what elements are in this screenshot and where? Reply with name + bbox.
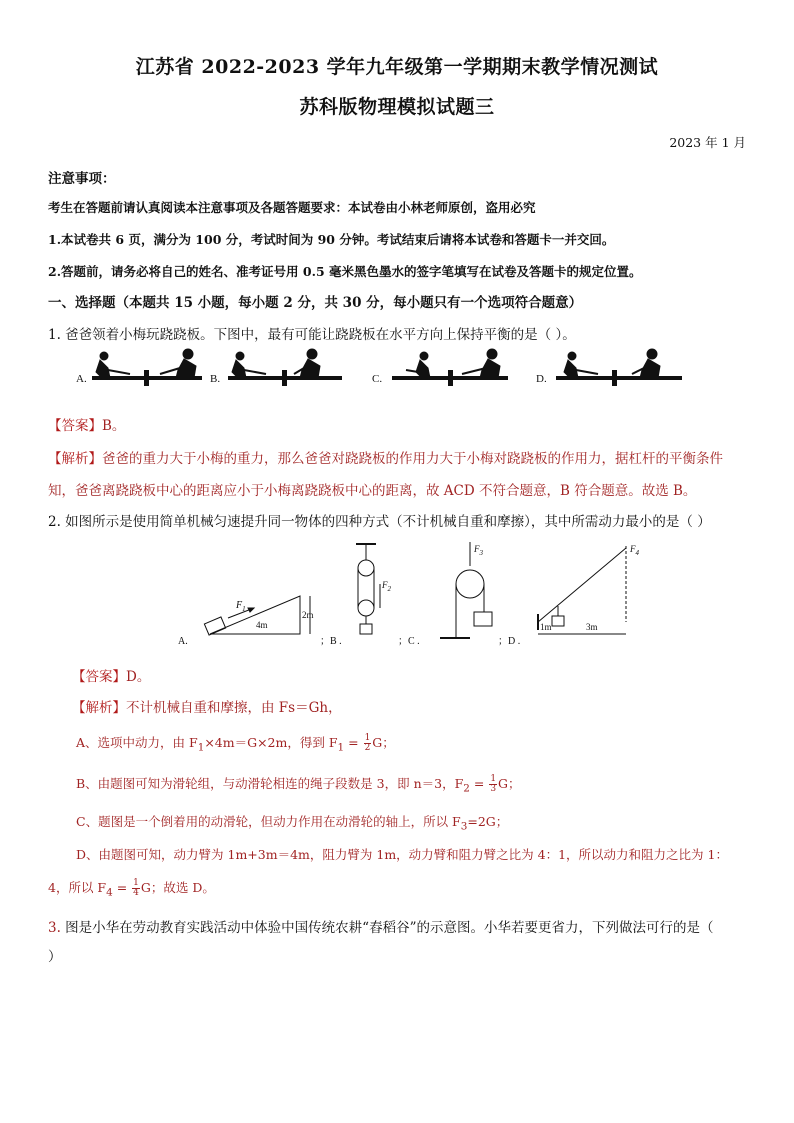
section-heading: 一、选择题（本题共 15 小题，每小题 2 分，共 30 分，每小题只有一个选项符合题意）: [48, 295, 583, 311]
length-1m: 1m: [540, 622, 552, 632]
seesaw-b: [228, 349, 342, 386]
fig-label-d: ；D .: [498, 636, 521, 647]
question-2-figures: [170, 538, 670, 654]
answer-value: D。: [126, 669, 151, 685]
question-2-answer: [72, 665, 150, 685]
question-3-text-line-2: ）: [48, 949, 62, 965]
length-4m: 4m: [256, 620, 268, 630]
seesaw-options-figure: [60, 348, 700, 408]
question-1-answer: [48, 414, 125, 434]
analysis-option-d-line-2: 4，所以 $F_4$ = $\frac{1}{4}$ G；故选 D。: [48, 878, 215, 899]
analysis-option-c: C、题图是一个倒着用的动滑轮，但动力作用在动滑轮的轴上，所以 $F_3=2G$；: [76, 814, 509, 833]
analysis-text: 不计机械自重和摩擦，由 Fs＝Gh，: [126, 700, 342, 716]
force-f1-sub: 1: [242, 605, 246, 613]
question-1-analysis-line-2: 知，爸爸离跷跷板中心的距离应小于小梅离跷跷板中心的距离，故 ACD 不符合题意，B 符合题意。故选 B。: [48, 483, 697, 499]
analysis-text: 爸爸的重力大于小梅的重力，那么爸爸对跷跷板的作用力大于小梅对跷跷板的作用力，据杠杆的平衡条件: [102, 451, 723, 467]
force-f4: F: [630, 544, 636, 554]
svg-text:F1: [235, 600, 246, 613]
seesaw-d: [556, 349, 682, 386]
lever-diagram: [538, 546, 626, 634]
force-f4-sub: 4: [635, 549, 639, 557]
seesaw-c: [392, 349, 508, 386]
question-3-text-line-1: 3. 图是小华在劳动教育实践活动中体验中国传统农耕“舂稻谷”的示意图。小华若要更省力，下列做法可行的是（: [48, 920, 714, 936]
force-f2-sub: 2: [387, 585, 391, 593]
page-subtitle: 苏科版物理模拟试题三: [299, 96, 495, 118]
option-b-label: B.: [210, 373, 221, 385]
answer-tag: 【答案】: [48, 418, 102, 434]
length-3m: 3m: [586, 622, 598, 632]
option-c-label: C.: [372, 373, 383, 385]
question-2-text: 2. 如图所示是使用简单机械匀速提升同一物体的四种方式（不计机械自重和摩擦），其中所需动力最小的是（ ）: [48, 514, 711, 530]
question-1-text: 1. 爸爸领着小梅玩跷跷板。下图中，最有可能让跷跷板在水平方向上保持平衡的是（ ）。: [48, 327, 576, 343]
fig-label-b: ；B .: [320, 636, 342, 647]
answer-value: B。: [102, 418, 126, 434]
svg-text:F3: [473, 544, 484, 557]
notice-line-3: 2.答题前，请务必将自己的姓名、准考证号用 0.5 毫米黑色墨水的签字笔填写在试卷及答题卡的规定位置。: [48, 264, 642, 279]
option-d-label: D.: [536, 373, 547, 385]
length-2m: 2m: [302, 610, 314, 620]
fig-label-c: ；C .: [398, 636, 420, 647]
analysis-option-b: B、由题图可知为滑轮组，与动滑轮相连的绳子段数是 3，即 n＝3，$F_2$ = $\frac{1}{3}$ G；: [76, 774, 521, 795]
svg-text:F2: [381, 580, 392, 593]
force-f1: F: [236, 600, 243, 611]
inverted-pulley-diagram: [440, 542, 492, 638]
question-1-analysis-line-1: [48, 447, 723, 467]
option-a-label: A.: [76, 373, 87, 385]
answer-tag: 【答案】: [72, 669, 126, 685]
svg-text:F4: [629, 544, 640, 557]
notice-line-2: 1.本试卷共 6 页，满分为 100 分，考试时间为 90 分钟。考试结束后请将本试卷和答题卡一并交回。: [48, 232, 615, 247]
question-3-number: 3.: [48, 920, 61, 936]
notice-line-1: 考生在答题前请认真阅读本注意事项及各题答题要求：本试卷由小林老师原创，盗用必究: [48, 200, 536, 215]
force-f3-sub: 3: [479, 549, 483, 557]
analysis-tag: 【解析】: [48, 451, 102, 467]
notice-heading: 注意事项：: [48, 171, 116, 187]
pulley-block-diagram: [356, 544, 380, 634]
fig-label-a: A.: [178, 636, 188, 647]
simple-machines-figure: [170, 538, 670, 654]
analysis-option-d-line-1: D、由题图可知，动力臂为 1m+3m＝4m，阻力臂为 1m，动力臂和阻力臂之比为 4：1，所以动力和阻力之比为 1：: [76, 847, 728, 862]
question-1-figures: [60, 348, 700, 408]
seesaw-a: [92, 349, 202, 386]
page-title: 江苏省 2022-2023 学年九年级第一学期期末教学情况测试: [135, 56, 659, 78]
force-f2: F: [382, 580, 388, 590]
force-f3: F: [474, 544, 480, 554]
analysis-tag: 【解析】: [72, 700, 126, 716]
question-2-analysis-intro: [72, 696, 342, 716]
analysis-option-a: A、选项中动力，由 $F_1\times 4m=G\times 2m$，得到 $F_1$ = $\frac{1}{2}$ G；: [76, 733, 395, 754]
exam-date: 2023 年 1 月: [669, 135, 746, 150]
